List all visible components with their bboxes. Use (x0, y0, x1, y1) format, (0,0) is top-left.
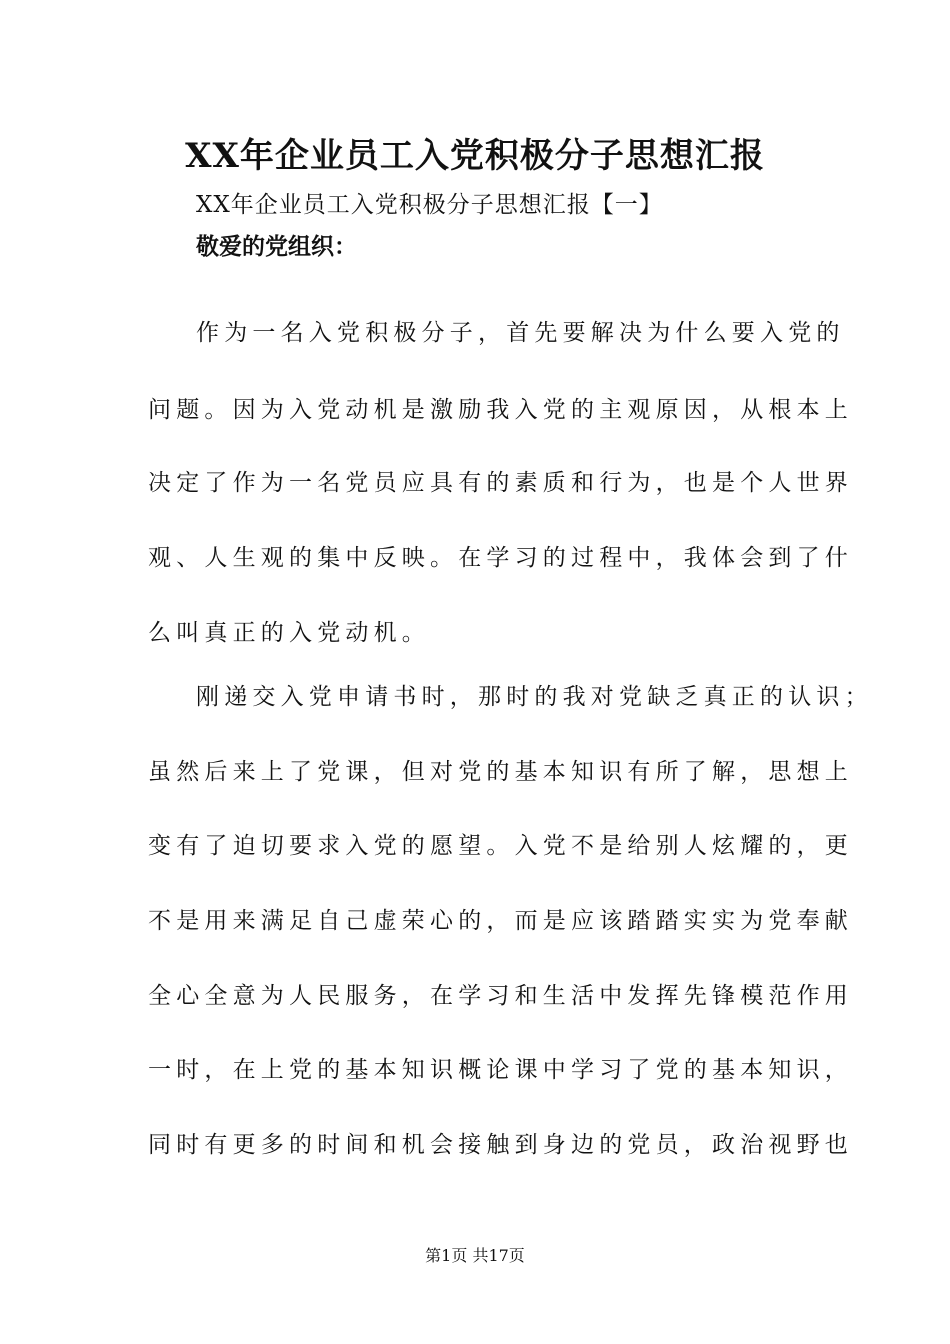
paragraph-line: 刚递交入党申请书时，那时的我对党缺乏真正的认识； (196, 684, 873, 710)
paragraph-line: 同时有更多的时间和机会接触到身边的党员，政治视野也 (148, 1132, 853, 1158)
page-number-footer: 第1页 共17页 (425, 1246, 525, 1265)
paragraph-line: 么叫真正的入党动机。 (148, 620, 430, 646)
paragraph-line: 变有了迫切要求入党的愿望。入党不是给别人炫耀的，更 (148, 833, 853, 859)
document-title: XX年企业员工入党积极分子思想汇报 (185, 136, 765, 176)
document-subtitle: XX年企业员工入党积极分子思想汇报【一】 (196, 192, 663, 218)
paragraph-line: 全心全意为人民服务，在学习和生活中发挥先锋模范作用 (148, 983, 853, 1009)
salutation: 敬爱的党组织： (196, 233, 357, 260)
paragraph-line: 虽然后来上了党课，但对党的基本知识有所了解，思想上 (148, 759, 853, 785)
paragraph-line: 一时，在上党的基本知识概论课中学习了党的基本知识， (148, 1057, 853, 1083)
paragraph-line: 决定了作为一名党员应具有的素质和行为，也是个人世界 (148, 470, 853, 496)
paragraph-line: 不是用来满足自己虚荣心的，而是应该踏踏实实为党奉献 (148, 908, 853, 934)
paragraph-line: 观、人生观的集中反映。在学习的过程中，我体会到了什 (148, 545, 853, 571)
paragraph-line: 作为一名入党积极分子，首先要解决为什么要入党的 (196, 320, 845, 346)
paragraph-line: 问题。因为入党动机是激励我入党的主观原因，从根本上 (148, 397, 853, 423)
